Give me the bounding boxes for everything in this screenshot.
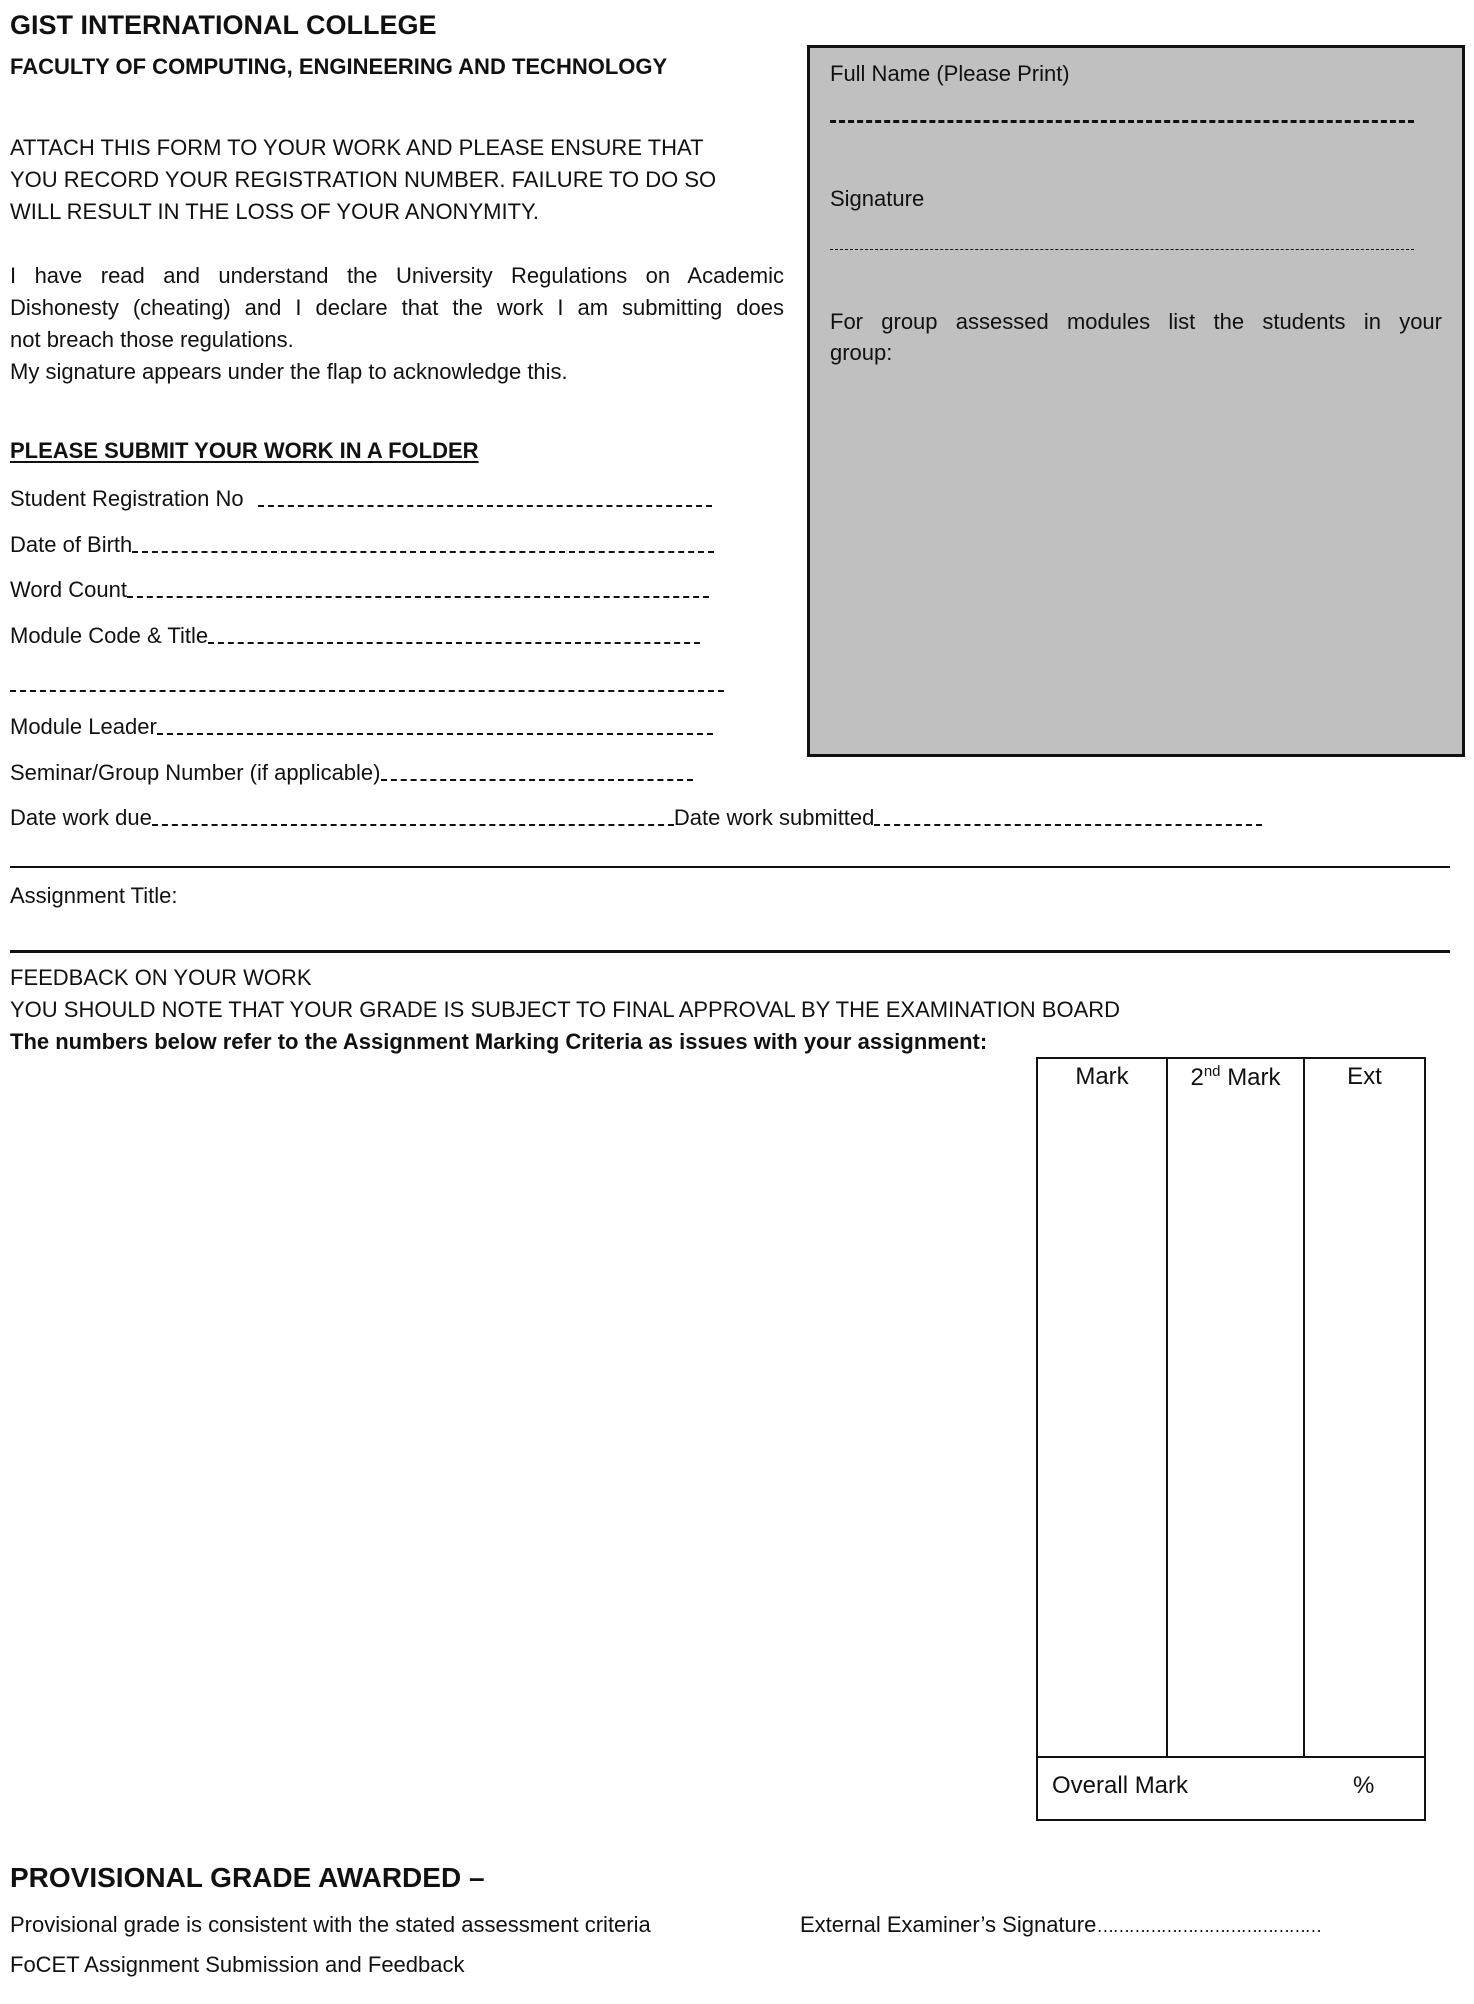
date-submitted-input-line[interactable]: [874, 824, 1262, 826]
overall-mark-label: Overall Mark: [1052, 1772, 1189, 1799]
declaration-line: not breach those regulations.: [10, 327, 294, 352]
external-examiner-signature[interactable]: [800, 1912, 1320, 1938]
second-mark-column[interactable]: [1168, 1059, 1305, 1756]
external-examiner-dots[interactable]: ……………………………………: [1096, 1916, 1321, 1936]
external-examiner-label: External Examiner’s Signature: [800, 1912, 1097, 1937]
group-members-area[interactable]: [830, 388, 1442, 728]
registration-input-line[interactable]: [258, 505, 712, 507]
ext-column[interactable]: [1305, 1059, 1424, 1756]
group-instructions: [830, 306, 1442, 368]
notice-line: YOU RECORD YOUR REGISTRATION NUMBER. FAILURE TO DO SO: [10, 167, 717, 192]
second-mark-word: Mark: [1227, 1064, 1281, 1091]
module-code-field[interactable]: [10, 619, 700, 649]
module-leader-label: Module Leader: [10, 714, 157, 739]
seminar-input-line[interactable]: [381, 779, 693, 781]
attach-notice: [10, 132, 784, 228]
declaration-line: I have read and understand the University Regulations on Academic: [10, 263, 784, 288]
group-instructions-line: group:: [830, 340, 893, 365]
full-name-label: Full Name (Please Print): [830, 61, 1070, 86]
module-leader-field[interactable]: [10, 710, 713, 740]
provisional-grade-heading: PROVISIONAL GRADE AWARDED –: [10, 1862, 485, 1893]
dob-field[interactable]: [10, 528, 714, 558]
mark-column[interactable]: [1038, 1059, 1168, 1756]
percent-sign: %: [1353, 1772, 1375, 1799]
assignment-title-input[interactable]: [200, 880, 1440, 940]
overall-mark-row[interactable]: [1038, 1756, 1424, 1819]
second-mark-number: 2: [1190, 1064, 1204, 1091]
ext-header: Ext: [1347, 1063, 1382, 1090]
seminar-label: Seminar/Group Number (if applicable): [10, 760, 381, 785]
assignment-title-label: Assignment Title:: [10, 883, 178, 908]
word-count-label: Word Count: [10, 577, 127, 602]
marking-criteria-note: The numbers below refer to the Assignment Marking Criteria as issues with your assignment:: [10, 1029, 988, 1054]
notice-line: ATTACH THIS FORM TO YOUR WORK AND PLEASE ENSURE THAT: [10, 135, 704, 160]
second-mark-ordinal: nd: [1203, 1063, 1221, 1080]
provisional-consistency-text: Provisional grade is consistent with the stated assessment criteria: [10, 1912, 651, 1937]
date-due-input-line[interactable]: [152, 824, 674, 826]
registration-field[interactable]: [10, 482, 712, 512]
college-title: GIST INTERNATIONAL COLLEGE: [10, 10, 437, 40]
declaration-line: Dishonesty (cheating) and I declare that the work I am submitting does: [10, 295, 784, 320]
group-instructions-line: For group assessed modules list the students in your: [830, 309, 1442, 334]
declaration: [10, 260, 784, 388]
registration-label: Student Registration No: [10, 486, 244, 511]
module-code-label: Module Code & Title: [10, 623, 209, 648]
signature-input-line[interactable]: [830, 249, 1414, 250]
signature-flap: [807, 45, 1465, 757]
notice-line: WILL RESULT IN THE LOSS OF YOUR ANONYMITY.: [10, 199, 539, 224]
full-name-input-line[interactable]: [830, 120, 1414, 123]
module-leader-input-line[interactable]: [157, 733, 713, 735]
date-submitted-label: Date work submitted: [673, 805, 875, 830]
submit-folder-heading: PLEASE SUBMIT YOUR WORK IN A FOLDER: [10, 438, 479, 463]
divider-top: [10, 866, 1450, 868]
seminar-field[interactable]: [10, 756, 693, 786]
signature-label: Signature: [830, 186, 925, 211]
feedback-heading: FEEDBACK ON YOUR WORK: [10, 965, 312, 990]
dob-label: Date of Birth: [10, 532, 133, 557]
second-mark-header: [1168, 1063, 1303, 1092]
marks-table: [1036, 1057, 1426, 1821]
grade-approval-note: YOU SHOULD NOTE THAT YOUR GRADE IS SUBJECT TO FINAL APPROVAL BY THE EXAMINATION BOARD: [10, 997, 1121, 1022]
date-due-label: Date work due: [10, 805, 152, 830]
date-row: [10, 801, 1262, 831]
divider-bottom: [10, 950, 1450, 953]
dob-input-line[interactable]: [132, 551, 714, 553]
module-code-input-line[interactable]: [208, 642, 700, 644]
mark-header: Mark: [1075, 1063, 1129, 1090]
word-count-field[interactable]: [10, 573, 709, 603]
document-footer-title: FoCET Assignment Submission and Feedback: [10, 1952, 465, 1977]
module-title-input-line[interactable]: [10, 690, 724, 692]
declaration-line: My signature appears under the flap to acknowledge this.: [10, 359, 568, 384]
word-count-input-line[interactable]: [127, 596, 709, 598]
feedback-area[interactable]: [10, 1070, 1020, 1750]
faculty-title: FACULTY OF COMPUTING, ENGINEERING AND TECHNOLOGY: [10, 54, 668, 79]
